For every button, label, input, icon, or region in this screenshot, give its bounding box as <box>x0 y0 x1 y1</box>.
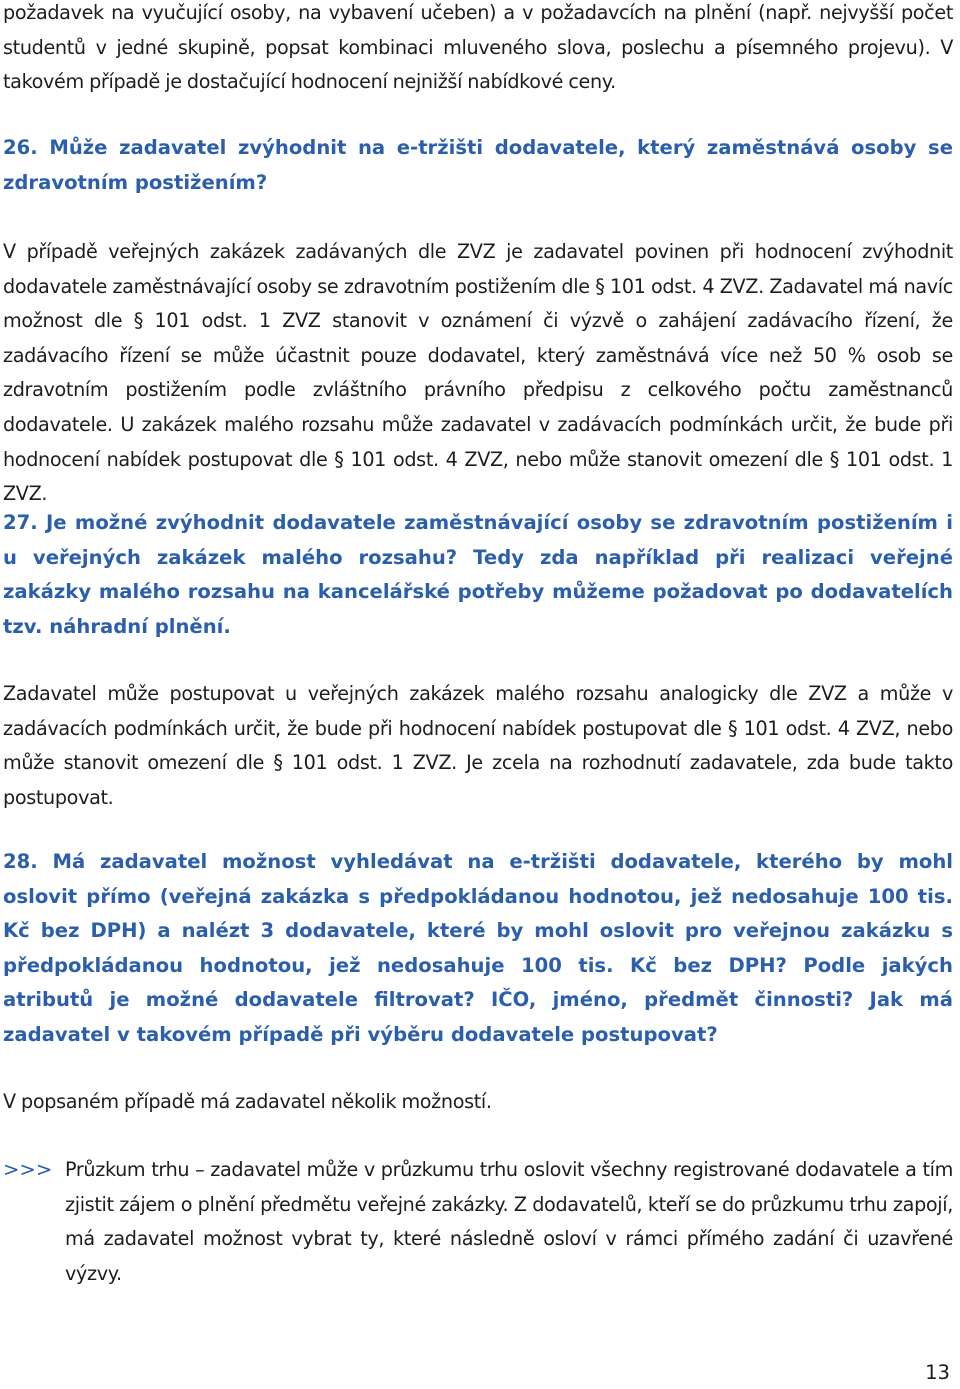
answer-27-paragraph: Zadavatel může postupovat u veřejných zakázek malého rozsahu analogicky dle ZVZ a může v zadávacích podmínkách určit, že bude při hodnocení nabídek postupovat dle § 101 odst. 4 ZVZ, nebo může stanovit omezení dle § 101 odst. 1 ZVZ. Je zcela na rozhodnutí zadavatele, zda bude takto postupovat. <box>3 682 953 809</box>
intro-continuation-paragraph: požadavek na vyučující osoby, na vybavení učeben) a v požadavcích na plnění (např. nejvyšší počet studentů v jedné skupině, popsat kombinaci mluveného slova, poslechu a písemného projevu). V takovém případě je dostačující hodnocení nejnižší nabídkové ceny. <box>3 1 953 94</box>
question-26-heading: 26. Může zadavatel zvýhodnit na e-tržišti dodavatele, který zaměstnává osoby se zdravotním postižením? <box>3 136 953 194</box>
question-27-heading: 27. Je možné zvýhodnit dodavatele zaměstnávající osoby se zdravotním postižením i u veřejných zakázek malého rozsahu? Tedy zda například při realizaci veřejné zakázky malého rozsahu na kancelářské potřeby můžeme požadovat po dodavatelích tzv. náhradní plnění. <box>3 511 953 638</box>
list-item-text: Průzkum trhu – zadavatel může v průzkumu trhu oslovit všechny registrované dodavatele a tím zjistit zájem o plnění předmětu veřejné zakázky. Z dodavatelů, kteří se do průzkumu trhu zapojí, má zadavatel možnost vybrat ty, které následně osloví v rámci přímého zadání či uzavřené výzvy. <box>65 1158 953 1285</box>
list-marker-arrows: >>> <box>3 1158 53 1181</box>
question-28-heading: 28. Má zadavatel možnost vyhledávat na e-tržišti dodavatele, kterého by mohl oslovit přímo (veřejná zakázka s předpokládanou hodnotou, jež nedosahuje 100 tis. Kč bez DPH) a nalézt 3 dodavatele, které by mohl oslovit pro veřejnou zakázku s předpokládanou hodnotou, jež nedosahuje 100 tis. Kč bez DPH? Podle jakých atributů je možné dodavatele filtrovat? IČO, jméno, předmět činnosti? Jak má zadavatel v takovém případě při výběru dodavatele postupovat? <box>3 850 953 1046</box>
answer-28-intro-paragraph: V popsaném případě má zadavatel několik možností. <box>3 1090 492 1113</box>
page-number: 13 <box>925 1361 950 1384</box>
answer-26-paragraph: V případě veřejných zakázek zadávaných dle ZVZ je zadavatel povinen při hodnocení zvýhodnit dodavatele zaměstnávající osoby se zdravotním postižením dle § 101 odst. 4 ZVZ. Zadavatel má navíc možnost dle § 101 odst. 1 ZVZ stanovit v oznámení či výzvě o zahájení zadávacího řízení, že zadávacího řízení se může účastnit pouze dodavatel, který zaměstnává více než 50 % osob se zdravotním postižením podle zvláštního právního předpisu z celkového počtu zaměstnanců dodavatele. U zakázek malého rozsahu může zadavatel v zadávacích podmínkách určit, že bude při hodnocení nabídek postupovat dle § 101 odst. 4 ZVZ, nebo může stanovit omezení dle § 101 odst. 1 ZVZ. <box>3 240 953 506</box>
